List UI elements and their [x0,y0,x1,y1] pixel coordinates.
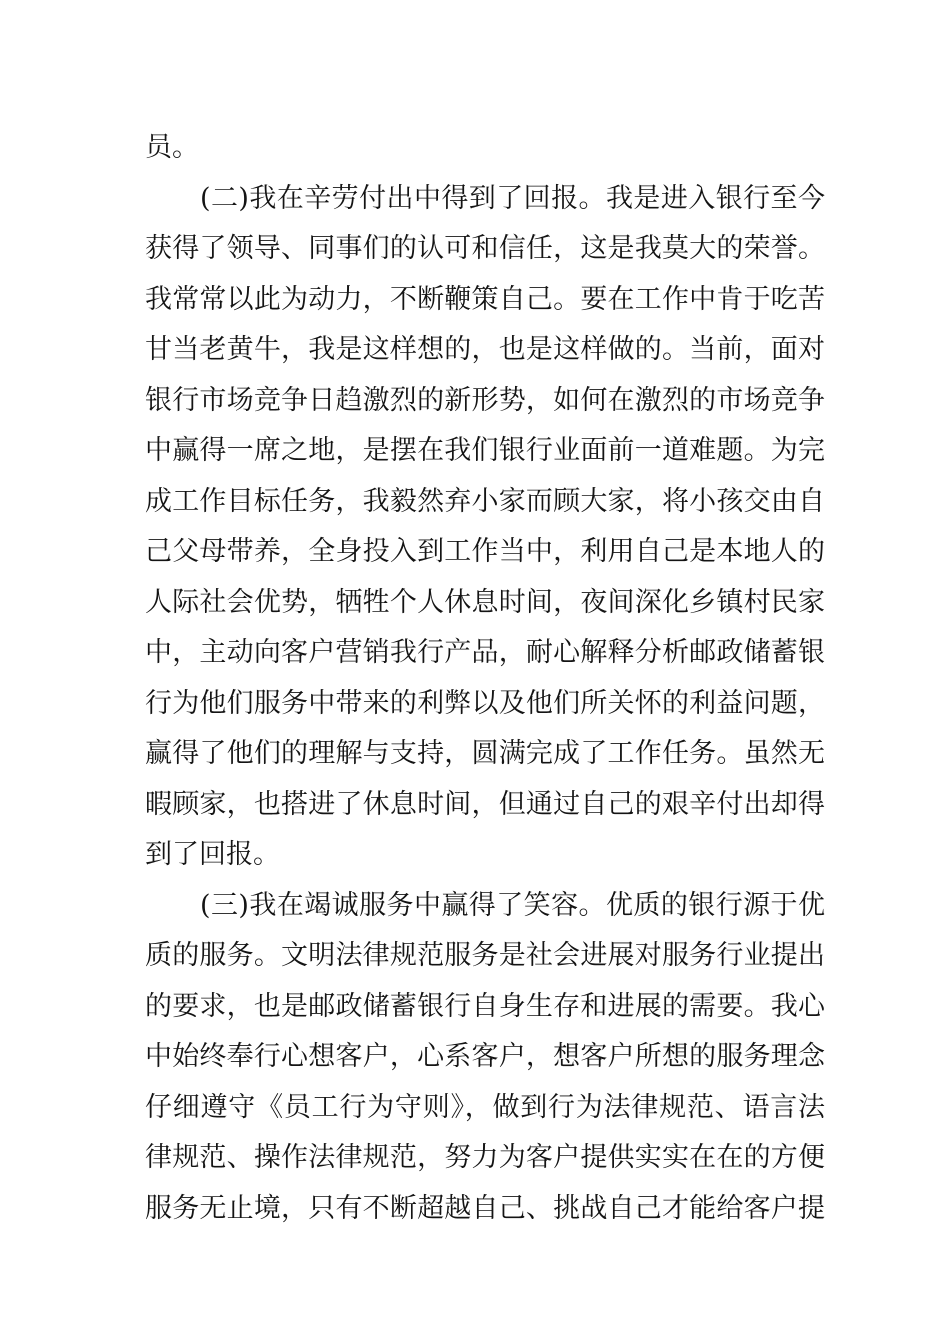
text-line: 人际社会优势，牺牲个人休息时间，夜间深化乡镇村民家 [145,586,825,618]
text-line: 律规范、操作法律规范，努力为客户提供实实在在的方便 [145,1142,825,1173]
paragraph-heading-line: (三)我在竭诚服务中赢得了笑容。优质的银行源于优 [200,889,825,921]
text-line: 中始终奉行心想客户，心系客户，想客户所想的服务理念 [145,1041,825,1072]
text-line: 的要求，也是邮政储蓄银行自身生存和进展的需要。我心 [145,990,825,1022]
paragraph-heading-line: (二)我在辛劳付出中得到了回报。我是进入银行至今 [200,182,825,214]
body-text [145,123,825,1234]
text-line: 银行市场竞争日趋激烈的新形势，如何在激烈的市场竞争 [145,384,825,416]
text-line: 成工作目标任务，我毅然弃小家而顾大家，将小孩交由自 [145,485,825,517]
text-line: 员。 [145,132,199,163]
text-line: 质的服务。文明法律规范服务是社会进展对服务行业提出 [145,940,825,971]
text-line: 行为他们服务中带来的利弊以及他们所关怀的利益问题， [145,687,825,719]
text-line: 到了回报。 [145,839,280,870]
text-line: 获得了领导、同事们的认可和信任，这是我莫大的荣誉。 [145,233,825,264]
text-line: 中，主动向客户营销我行产品，耐心解释分析邮政储蓄银 [145,637,825,668]
text-line: 服务无止境，只有不断超越自己、挑战自己才能给客户提 [145,1192,825,1224]
text-line: 己父母带养，全身投入到工作当中，利用自己是本地人的 [145,536,825,567]
text-line: 中赢得一席之地，是摆在我们银行业面前一道难题。为完 [145,435,825,466]
text-line: 赢得了他们的理解与支持，圆满完成了工作任务。虽然无 [145,738,825,769]
text-line: 甘当老黄牛，我是这样想的，也是这样做的。当前，面对 [145,334,825,365]
text-line: 仔细遵守《员工行为守则》，做到行为法律规范、语言法 [145,1091,825,1123]
text-line: 我常常以此为动力，不断鞭策自己。要在工作中肯于吃苦 [145,283,825,315]
text-line: 暇顾家，也搭进了休息时间，但通过自己的艰辛付出却得 [145,788,825,820]
